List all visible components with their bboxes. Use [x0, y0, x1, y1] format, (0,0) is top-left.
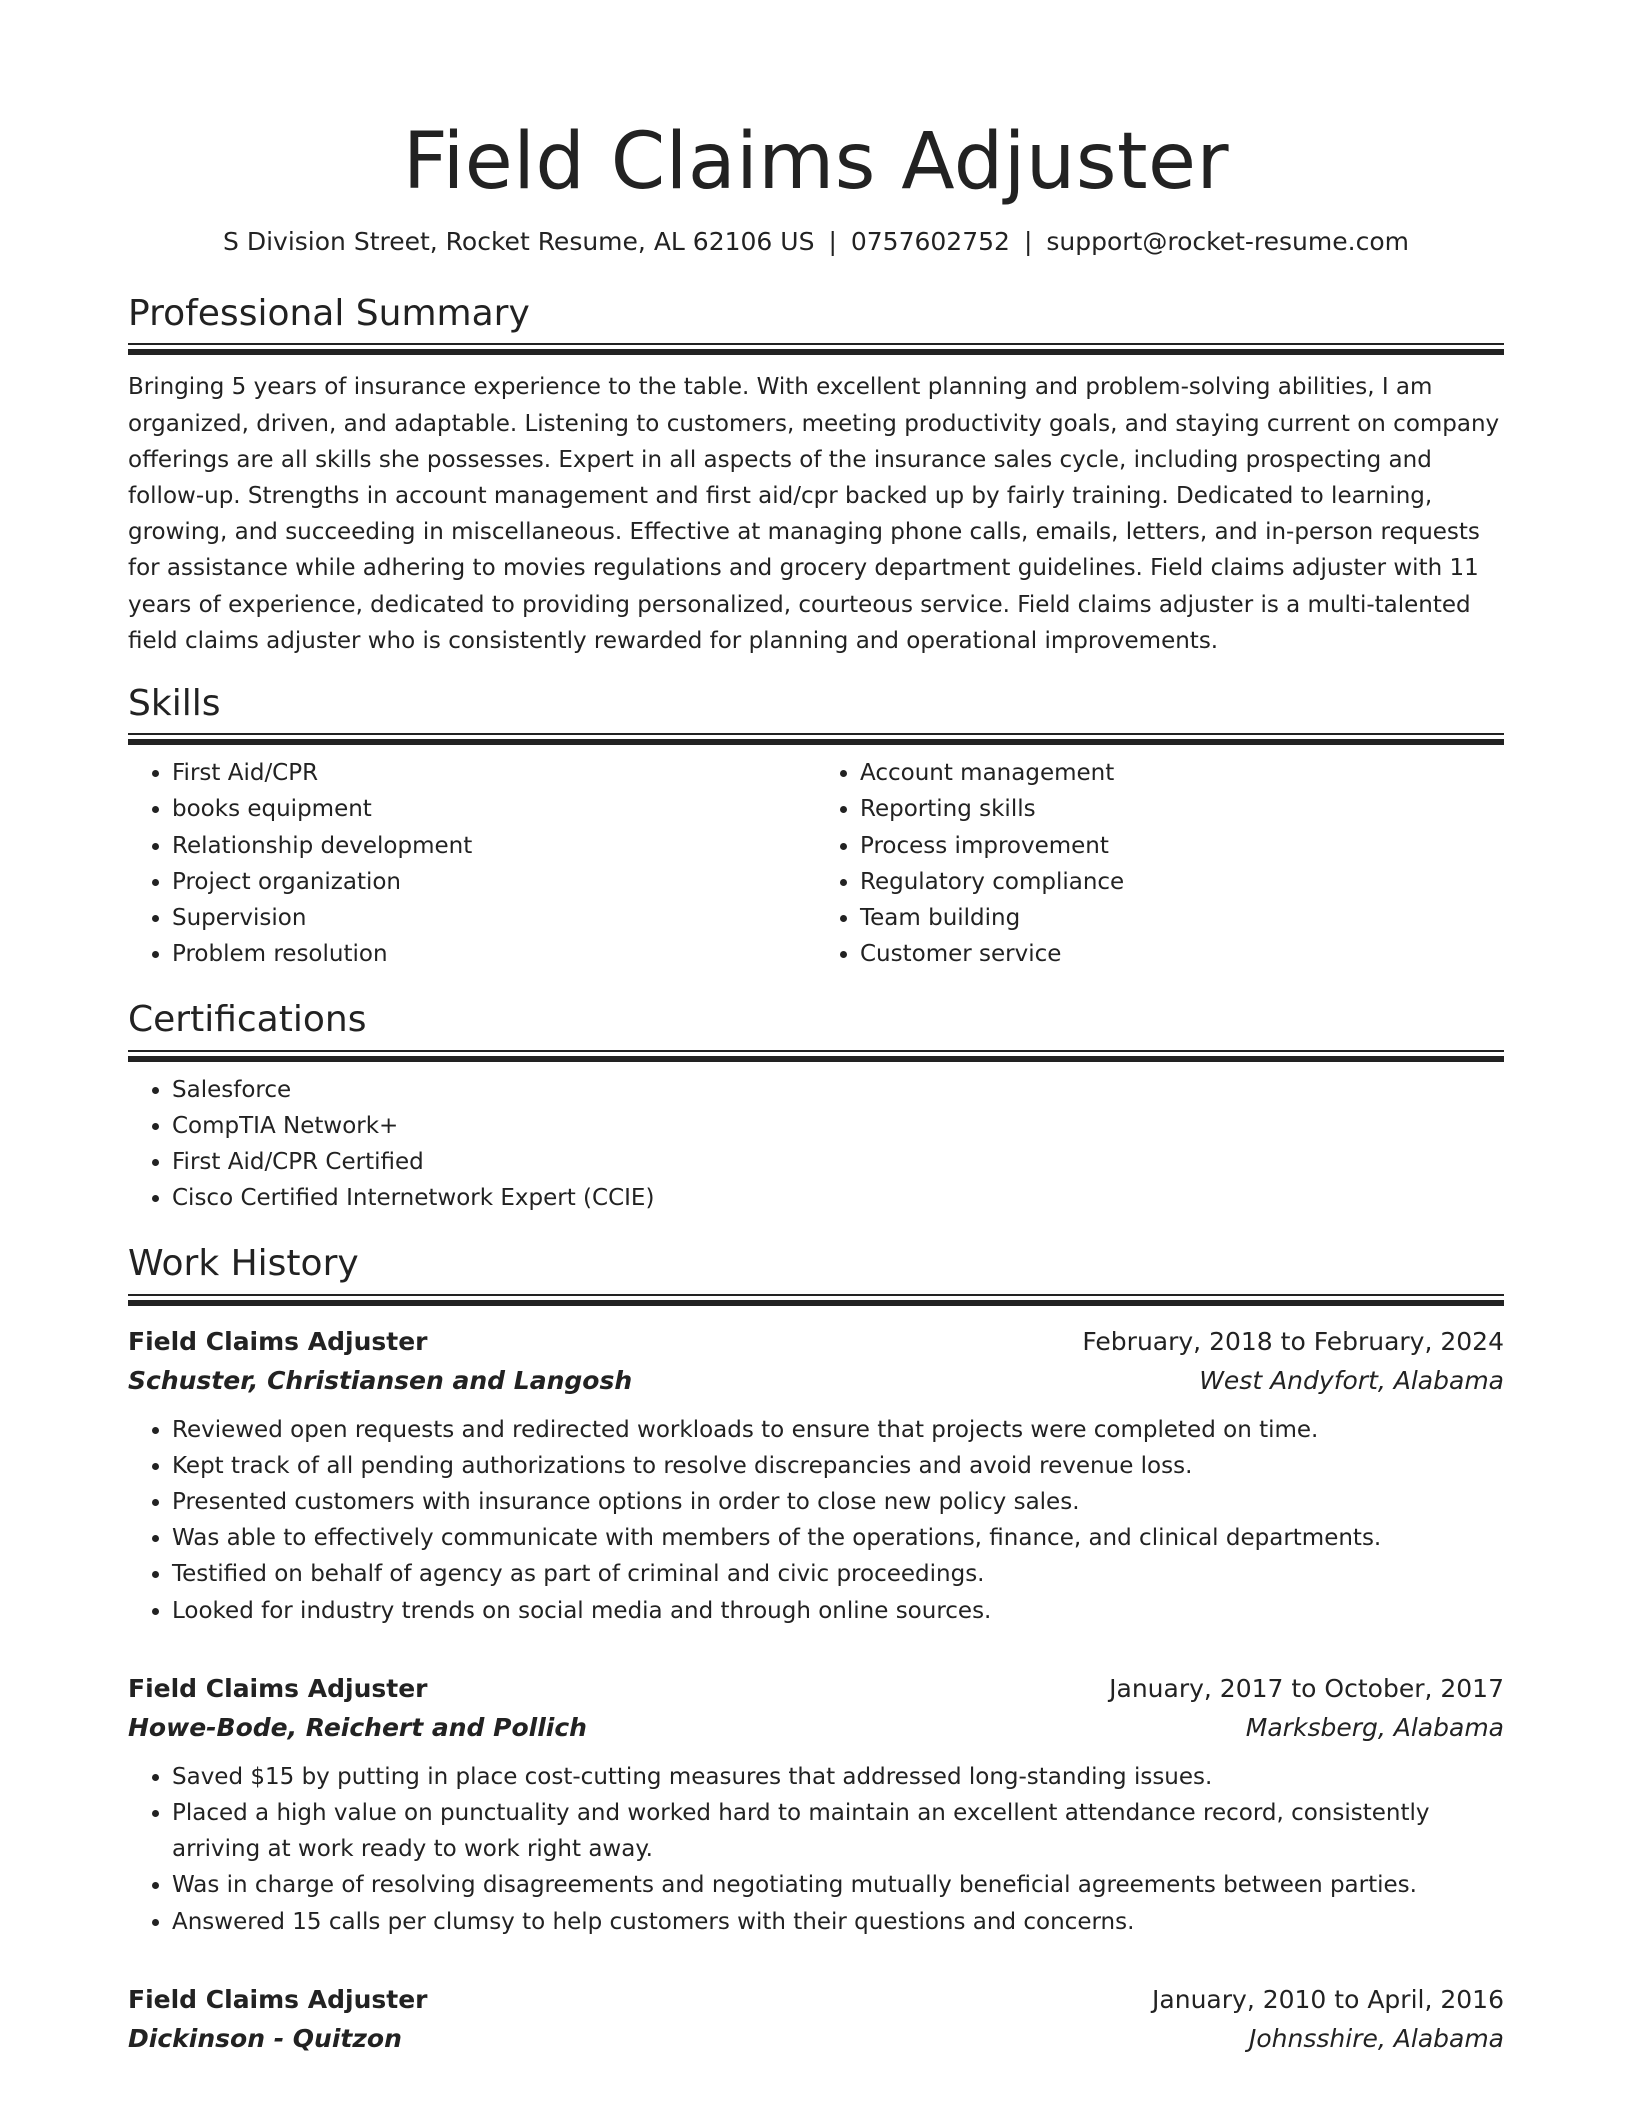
section-title-work-history: Work History: [128, 1243, 359, 1285]
job-dates: January, 2017 to October, 2017: [1109, 1673, 1504, 1703]
job-company: Howe-Bode, Reichert and Pollich: [128, 1712, 587, 1742]
certifications-list: [128, 1072, 1504, 1217]
job-bullet: • Placed a high value on punctuality and worked hard to maintain an excellent attendance record, consistently arriving at work ready to work right away.: [172, 1795, 1504, 1867]
section-divider: [128, 1050, 1504, 1062]
job-location: West Andyfort, Alabama: [1199, 1365, 1504, 1395]
skill-item: • First Aid/CPR: [172, 755, 816, 791]
contact-line: [128, 226, 1504, 259]
job-bullets: [128, 1412, 1504, 1629]
certifications-section: [128, 998, 1504, 1216]
job-bullet: • Kept track of all pending authorizations to resolve discrepancies and avoid revenue loss.: [172, 1448, 1504, 1484]
job-header-row: [128, 1980, 1504, 2019]
job-title: Field Claims Adjuster: [128, 1326, 428, 1356]
certification-item: • Salesforce: [172, 1072, 1504, 1108]
job-bullet: • Answered 15 calls per clumsy to help customers with their questions and concerns.: [172, 1904, 1504, 1940]
resume-page: [128, 118, 1504, 2058]
job-dates: January, 2010 to April, 2016: [1152, 1984, 1504, 2014]
job-entry: [128, 1669, 1504, 1940]
job-bullet: • Reviewed open requests and redirected workloads to ensure that projects were completed on time.: [172, 1412, 1504, 1448]
section-divider: [128, 733, 1504, 745]
section-title-certifications: Certifications: [128, 999, 367, 1041]
contact-address: S Division Street, Rocket Resume, AL 62106 US: [223, 226, 815, 256]
skill-item: • Customer service: [860, 936, 1504, 972]
section-divider: [128, 1294, 1504, 1306]
section-title-summary: Professional Summary: [128, 293, 530, 335]
skill-item: • Regulatory compliance: [860, 864, 1504, 900]
job-location: Johnsshire, Alabama: [1249, 2023, 1504, 2053]
contact-separator: |: [1023, 226, 1033, 256]
job-bullets: [128, 1759, 1504, 1940]
skills-list-right: [816, 755, 1504, 972]
skill-item: • Relationship development: [172, 828, 816, 864]
job-company-row: [128, 1708, 1504, 1747]
job-company-row: [128, 1361, 1504, 1400]
job-bullet: • Testified on behalf of agency as part of criminal and civic proceedings.: [172, 1556, 1504, 1592]
job-dates: February, 2018 to February, 2024: [1082, 1326, 1504, 1356]
skills-section: [128, 682, 1504, 972]
job-entry: [128, 1980, 1504, 2058]
skill-item: • books equipment: [172, 791, 816, 827]
summary-section: [128, 292, 1504, 659]
skills-columns: [128, 755, 1504, 972]
skill-item: • Process improvement: [860, 828, 1504, 864]
section-title-skills: Skills: [128, 683, 221, 724]
job-location: Marksberg, Alabama: [1245, 1712, 1504, 1742]
job-company: Schuster, Christiansen and Langosh: [128, 1365, 633, 1395]
skills-list-left: [128, 755, 816, 972]
job-bullet: • Saved $15 by putting in place cost-cutting measures that addressed long-standing issues.: [172, 1759, 1504, 1795]
skill-item: • Reporting skills: [860, 791, 1504, 827]
work-history-section: [128, 1242, 1504, 2057]
skill-item: • Account management: [860, 755, 1504, 791]
certification-item: • Cisco Certified Internetwork Expert (CCIE): [172, 1180, 1504, 1216]
job-company: Dickinson - Quitzon: [128, 2023, 402, 2053]
contact-phone: 0757602752: [850, 226, 1010, 256]
job-bullet: • Was in charge of resolving disagreements and negotiating mutually beneficial agreements between parties.: [172, 1867, 1504, 1903]
job-bullet: • Presented customers with insurance options in order to close new policy sales.: [172, 1484, 1504, 1520]
job-header-row: [128, 1322, 1504, 1361]
summary-text: Bringing 5 years of insurance experience to the table. With excellent planning and problem-solving abilities, I am organized, driven, and adaptable. Listening to customers, meeting productivity goals, and staying current on company offerings are all skills she possesses. Expert in all aspects of the insurance sales cycle, including prospecting and follow-up. Strengths in account management and first aid/cpr backed up by fairly training. Dedicated to learning, growing, and succeeding in miscellaneous. Effective at managing phone calls, emails, letters, and in-person requests for assistance while adhering to movies regulations and grocery department guidelines. Field claims adjuster with 11 years of experience, dedicated to providing personalized, courteous service. Field claims adjuster is a multi-talented field claims adjuster who is consistently rewarded for planning and operational improvements.: [128, 374, 1500, 654]
skill-item: • Problem resolution: [172, 936, 816, 972]
skill-item: • Supervision: [172, 900, 816, 936]
job-company-row: [128, 2019, 1504, 2058]
section-divider: [128, 343, 1504, 355]
certification-item: • First Aid/CPR Certified: [172, 1144, 1504, 1180]
job-entry: [128, 1322, 1504, 1629]
skill-item: • Project organization: [172, 864, 816, 900]
job-bullet: • Was able to effectively communicate with members of the operations, finance, and clinical departments.: [172, 1520, 1504, 1556]
certification-item: • CompTIA Network+: [172, 1108, 1504, 1144]
job-title: Field Claims Adjuster: [128, 1673, 428, 1703]
job-header-row: [128, 1669, 1504, 1708]
contact-email[interactable]: support@rocket-resume.com: [1046, 226, 1409, 256]
job-bullet: • Looked for industry trends on social media and through online sources.: [172, 1593, 1504, 1629]
contact-separator: |: [828, 226, 837, 256]
candidate-name: Field Claims Adjuster: [402, 117, 1230, 207]
skill-item: • Team building: [860, 900, 1504, 936]
job-title: Field Claims Adjuster: [128, 1984, 428, 2014]
